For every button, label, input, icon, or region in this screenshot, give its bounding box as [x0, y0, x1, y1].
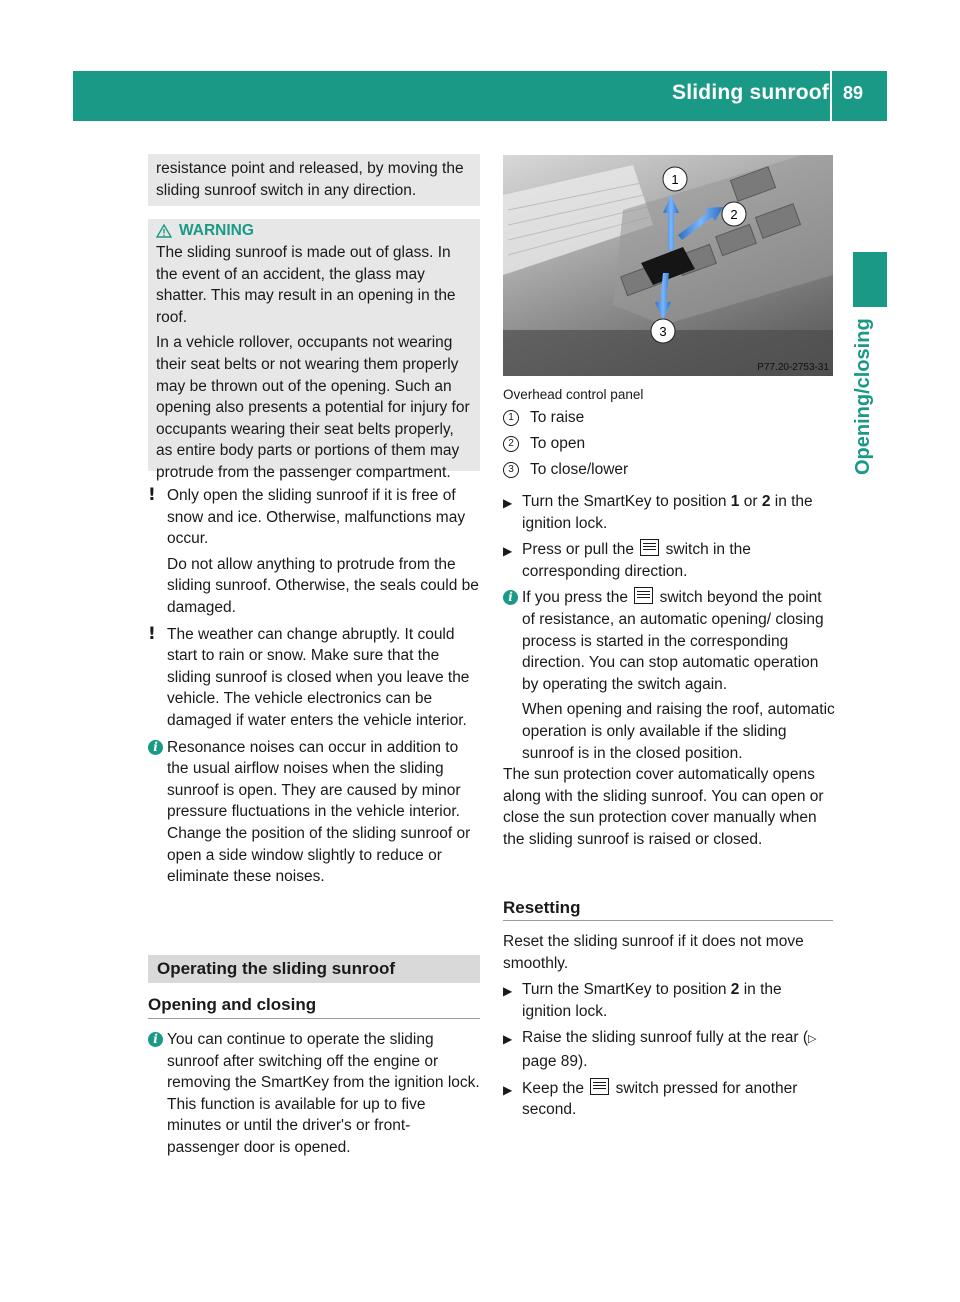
- sunroof-switch-icon: [640, 539, 659, 556]
- overhead-panel-illustration: [503, 155, 833, 376]
- page-header: [73, 71, 887, 121]
- warning-paragraph: The sliding sunroof is made out of glass. In the event of an accident, the glass may shatter. This may result in an opening in the roof.: [156, 244, 456, 326]
- svg-text:1: 1: [671, 172, 679, 187]
- overhead-panel-figure: [503, 155, 833, 376]
- step: ▶ Turn the SmartKey to position 2 in the ignition lock.: [503, 981, 782, 1020]
- warning-heading: [148, 219, 480, 242]
- info-icon: i: [148, 1032, 163, 1047]
- info-icon: i: [503, 590, 518, 605]
- chapter-tab: [853, 252, 887, 307]
- warning-box: [148, 219, 480, 481]
- header-divider: [830, 71, 832, 121]
- info-note: [148, 737, 482, 888]
- right-body: [503, 491, 835, 851]
- info-text: When opening and raising the roof, automatic operation is only available if the sliding sunroof is in the closed position.: [522, 701, 835, 762]
- info-text: Resonance noises can occur in addition to the usual airflow noises when the sliding sunroof is open. They are caused by minor pressure fluctuations in the vehicle interior. Change the position of the sliding sunroof or open a side window slightly to reduce or eliminate these noises.: [167, 738, 471, 886]
- callout-3: [651, 319, 675, 343]
- resetting-heading: Resetting: [503, 898, 581, 917]
- page-title: Sliding sunroof: [672, 81, 829, 104]
- reset-intro: Reset the sliding sunroof if it does not move smoothly.: [503, 933, 804, 972]
- svg-text:3: 3: [659, 324, 667, 339]
- sunroof-switch-icon: [634, 587, 653, 604]
- step-arrow-icon: ▶: [503, 1032, 513, 1047]
- page-number: 89: [843, 83, 864, 103]
- legend-text: To raise: [530, 409, 585, 426]
- figure-code: P77.20-2753-31: [757, 362, 829, 373]
- step: ▶ Turn the SmartKey to position 1 or 2 in the ignition lock.: [503, 493, 813, 532]
- chapter-label: Opening/closing: [852, 318, 874, 475]
- step-arrow-icon: ▶: [503, 544, 513, 559]
- step: ▶ Keep the switch pressed for another second.: [503, 1079, 798, 1119]
- left-info: [148, 1029, 482, 1159]
- paragraph: The sun protection cover automatically opens along with the sliding sunroof. You can open or close the sun protection cover manually when the sliding sunroof is raised or closed.: [503, 766, 824, 848]
- legend-item: [503, 461, 628, 479]
- left-notes: [148, 485, 482, 888]
- callout-1: [663, 167, 687, 191]
- svg-text:2: 2: [730, 207, 738, 222]
- warning-paragraph: In a vehicle rollover, occupants not wearing their seat belts or not wearing them properly may be thrown out of the opening. Such an opening also presents a potential for injury for occupants wearing their seat belts properly, as entire body parts or portions of them may protrude from the passenger compartment.: [156, 334, 470, 481]
- info-icon: i: [148, 740, 163, 755]
- sunroof-switch-icon: [590, 1078, 609, 1095]
- continued-text: resistance point and released, by moving the sliding sunroof switch in any direction.: [156, 160, 464, 199]
- caution-text: Do not allow anything to protrude from the sliding sunroof. Otherwise, the seals could be damaged.: [167, 555, 479, 616]
- exclamation-icon: !: [148, 485, 156, 505]
- step-arrow-icon: ▶: [503, 984, 513, 999]
- warning-heading-text: WARNING: [179, 222, 254, 239]
- step-arrow-icon: ▶: [503, 1082, 513, 1097]
- subheading: Opening and closing: [148, 995, 317, 1014]
- caution-note: [148, 485, 482, 619]
- legend-number: 1: [503, 410, 519, 426]
- figure-caption: Overhead control panel: [503, 387, 644, 402]
- step: ▶ Press or pull the switch in the corresponding direction.: [503, 541, 751, 580]
- legend-item: [503, 435, 585, 453]
- step: ▶ Raise the sliding sunroof fully at the rear (▷ page 89).: [503, 1029, 817, 1070]
- caution-text: Only open the sliding sunroof if it is free of snow and ice. Otherwise, malfunctions may occur.: [167, 487, 466, 548]
- resetting-rule: [503, 920, 833, 921]
- info-note: i If you press the switch beyond the point of resistance, an automatic opening/ closing process is started in the corresponding direction. You can stop automatic operation by operating the switch again. When opening and raising the roof, automatic operation is only available if the sliding sunroof is in the closed position.: [503, 587, 835, 764]
- caution-text: The weather can change abruptly. It could start to rain or snow. Make sure that the sliding sunroof is closed when you leave the vehicle. The vehicle electronics can be damaged if water enters the vehicle interior.: [167, 625, 470, 729]
- callout-2: [722, 202, 746, 226]
- info-text: You can continue to operate the sliding sunroof after switching off the engine or removing the SmartKey from the ignition lock. This function is available for up to five minutes or until the driver's or front-passenger door is opened.: [167, 1031, 480, 1156]
- legend-text: To close/lower: [530, 461, 629, 478]
- caution-note: [148, 624, 482, 732]
- section-title: Operating the sliding sunroof: [157, 959, 395, 978]
- legend-number: 3: [503, 462, 519, 478]
- step-arrow-icon: ▶: [503, 496, 513, 510]
- legend-text: To open: [530, 435, 586, 452]
- exclamation-icon: !: [148, 623, 156, 644]
- legend-number: 2: [503, 436, 519, 452]
- resetting-body: [503, 931, 835, 1121]
- info-note: [148, 1029, 482, 1159]
- continued-box: [148, 154, 480, 206]
- legend-item: [503, 409, 584, 427]
- page-ref-arrow-icon: ▷: [808, 1033, 817, 1046]
- warning-triangle-icon: [156, 224, 172, 238]
- subheading-rule: [148, 1018, 480, 1019]
- page-reference-link[interactable]: page 89: [522, 1052, 579, 1070]
